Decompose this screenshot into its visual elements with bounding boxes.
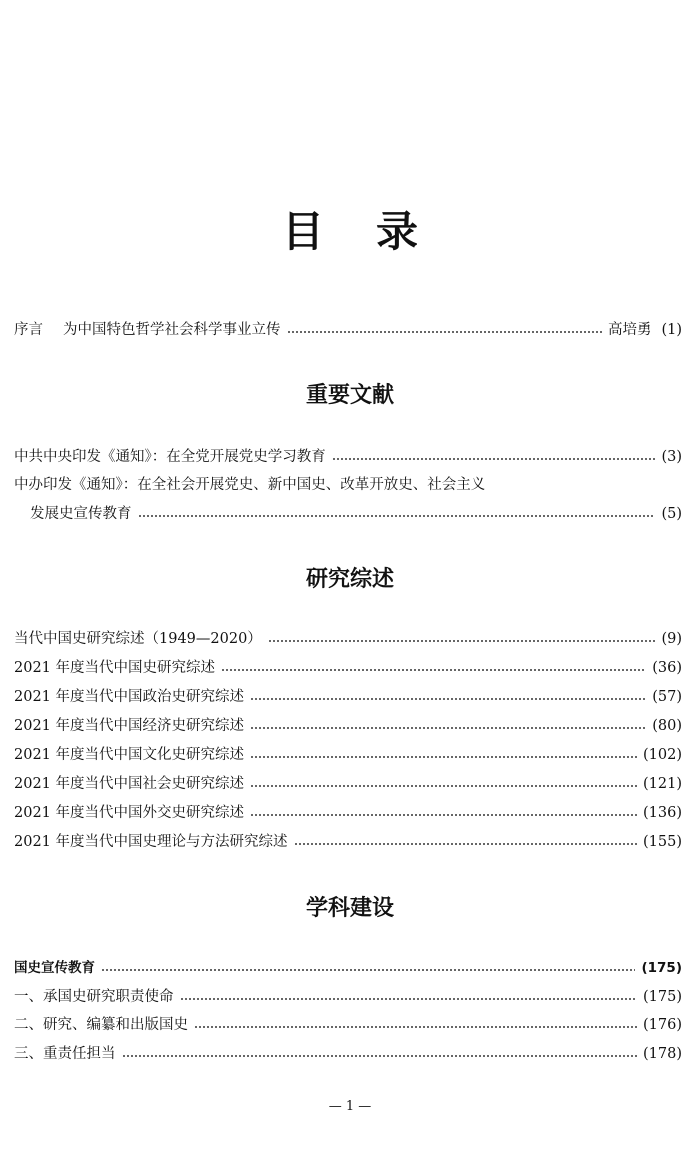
toc-entry[interactable] [14,1013,682,1037]
dot-leader [294,843,637,845]
toc-entry[interactable] [14,830,682,854]
toc-entry[interactable] [14,772,682,796]
toc-page-number: (80) [652,718,682,734]
toc-entry[interactable] [14,656,682,680]
preface-author: 高培勇 [607,322,652,338]
toc-page-number: (9) [661,631,682,647]
toc-page-number: (121) [643,776,682,792]
preface-title: 为中国特色哲学社会科学事业立传 [63,322,281,338]
toc-entry[interactable] [14,714,682,738]
toc-page-number: (57) [652,689,682,705]
dot-leader [221,669,646,671]
toc-page-number: (3) [661,449,682,465]
toc-entry-preface[interactable] [14,318,682,342]
toc-entry-text: 二、研究、编纂和出版国史 [14,1017,188,1033]
dot-leader [250,814,637,816]
toc-entry-text: 2021 年度当代中国经济史研究综述 [14,718,245,734]
dot-leader [122,1055,638,1057]
toc-entry-text: 2021 年度当代中国外交史研究综述 [14,805,245,821]
section-title-discipline: 学科建设 [305,895,394,921]
toc-page-number: (176) [643,1017,682,1033]
dot-leader [250,756,637,758]
dot-leader [194,1026,637,1028]
page-title: 目录 [281,207,470,256]
dot-leader [138,515,656,517]
toc-entry-text: 发展史宣传教育 [30,506,132,522]
toc-page-number: (136) [643,805,682,821]
toc-entry-text: 2021 年度当代中国社会史研究综述 [14,776,245,792]
toc-page-number: (36) [652,660,682,676]
toc-page-number: (1) [661,322,682,338]
toc-entry[interactable] [14,1042,682,1066]
toc-entry-continued[interactable] [30,502,682,526]
section-title-documents: 重要文献 [305,382,394,408]
toc-page-number: (175) [641,960,682,976]
toc-page-number: (175) [643,989,682,1005]
toc-entry[interactable] [14,445,682,469]
toc-entry-subsection[interactable] [14,956,682,980]
toc-entry[interactable] [14,985,682,1009]
footer-page-number: — 1 — [328,1099,372,1114]
dot-leader [250,785,637,787]
toc-entry[interactable] [14,801,682,825]
toc-entry-text: 2021 年度当代中国史研究综述 [14,660,216,676]
toc-entry[interactable] [14,743,682,767]
toc-entry-text: 2021 年度当代中国政治史研究综述 [14,689,245,705]
preface-label: 序言 [14,322,43,338]
toc-entry-text: 2021 年度当代中国文化史研究综述 [14,747,245,763]
toc-entry-text: 三、重责任担当 [14,1046,116,1062]
dot-leader [268,640,656,642]
toc-page-number: (178) [643,1046,682,1062]
toc-entry[interactable] [14,685,682,709]
toc-entry-text: 中办印发《通知》：在全社会开展党史、新中国史、改革开放史、社会主义 [14,477,486,493]
toc-page-number: (5) [661,506,682,522]
toc-entry-text: 国史宣传教育 [14,960,95,976]
toc-entry-text [14,318,281,342]
dot-leader [250,727,646,729]
toc-page-number: (102) [643,747,682,763]
section-title-reviews: 研究综述 [305,566,394,592]
toc-entry-text: 中共中央印发《通知》：在全党开展党史学习教育 [14,449,326,465]
toc-entry-text: 2021 年度当代中国史理论与方法研究综述 [14,834,288,850]
dot-leader [332,458,656,460]
toc-page-number: (155) [643,834,682,850]
dot-leader [287,331,602,333]
dot-leader [101,969,635,971]
dot-leader [250,698,646,700]
dot-leader [180,998,638,1000]
toc-entry-text: 当代中国史研究综述（1949—2020） [14,631,262,647]
toc-entry[interactable] [14,473,682,497]
toc-entry-text: 一、承国史研究职责使命 [14,989,174,1005]
toc-entry[interactable] [14,627,682,651]
